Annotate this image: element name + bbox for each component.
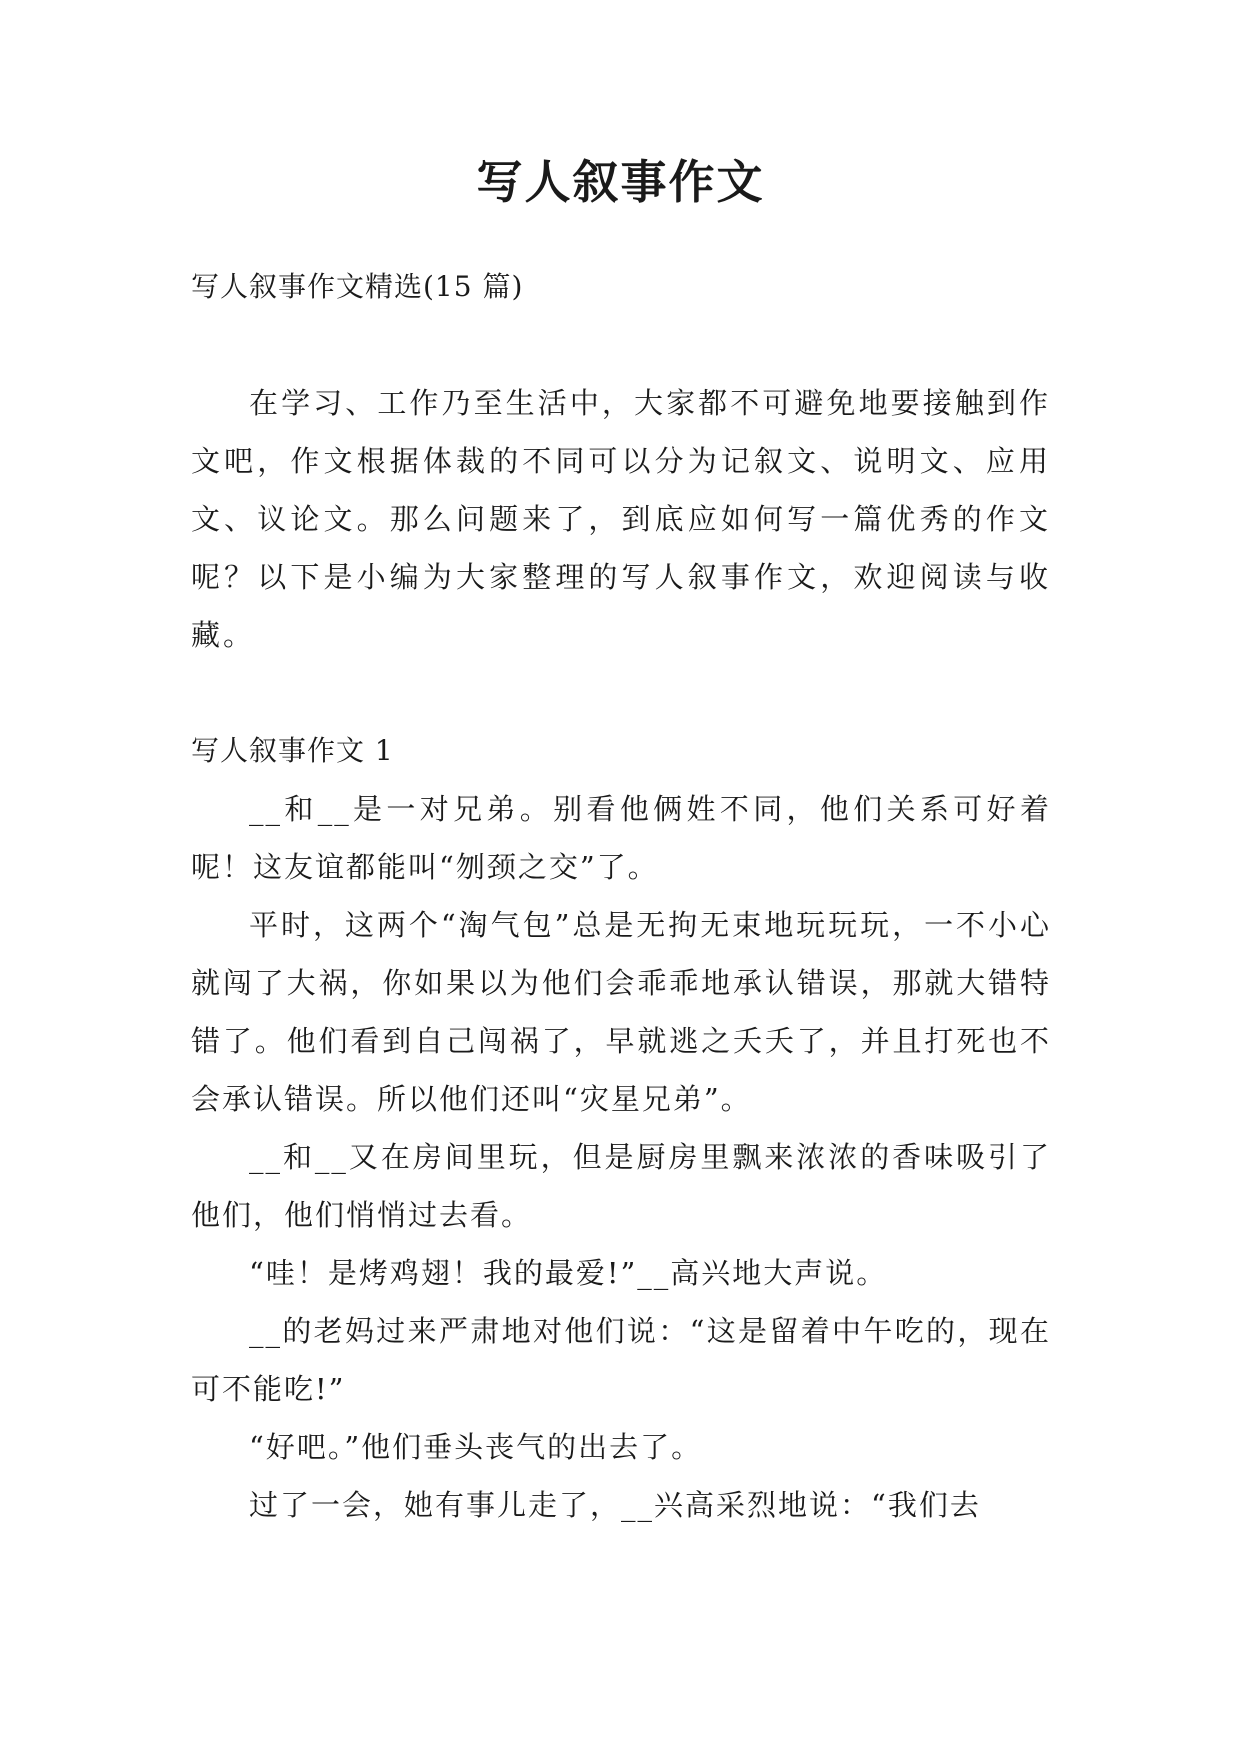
document-title: 写人叙事作文 bbox=[476, 155, 765, 209]
body-paragraph: __的老妈过来严肃地对他们说：“这是留着中午吃的，现在可不能吃!” bbox=[191, 1314, 1051, 1406]
body-paragraph: 过了一会，她有事儿走了，__兴高采烈地说：“我们去 bbox=[249, 1488, 981, 1522]
body-paragraph: __和__是一对兄弟。别看他俩姓不同，他们关系可好着呢！这友谊都能叫“刎颈之交”了。 bbox=[191, 792, 1051, 884]
body-paragraph: __和__又在房间里玩，但是厨房里飘来浓浓的香味吸引了他们，他们悄悄过去看。 bbox=[191, 1140, 1051, 1232]
body-paragraph: “哇！是烤鸡翅！我的最爱!”__高兴地大声说。 bbox=[249, 1256, 888, 1290]
document-body bbox=[191, 258, 1051, 1534]
body-paragraph: “好吧。”他们垂头丧气的出去了。 bbox=[249, 1430, 703, 1464]
section-heading: 写人叙事作文 1 bbox=[191, 734, 394, 767]
document-subtitle: 写人叙事作文精选(15 篇) bbox=[191, 270, 524, 303]
intro-paragraph: 在学习、工作乃至生活中，大家都不可避免地要接触到作文吧，作文根据体裁的不同可以分为记叙文、说明文、应用文、议论文。那么问题来了，到底应如何写一篇优秀的作文呢？以下是小编为大家整理的写人叙事作文，欢迎阅读与收藏。 bbox=[191, 386, 1051, 652]
body-paragraph: 平时，这两个“淘气包”总是无拘无束地玩玩玩，一不小心就闯了大祸，你如果以为他们会乖乖地承认错误，那就大错特错了。他们看到自己闯祸了，早就逃之夭夭了，并且打死也不会承认错误。所以他们还叫“灾星兄弟”。 bbox=[191, 908, 1051, 1116]
